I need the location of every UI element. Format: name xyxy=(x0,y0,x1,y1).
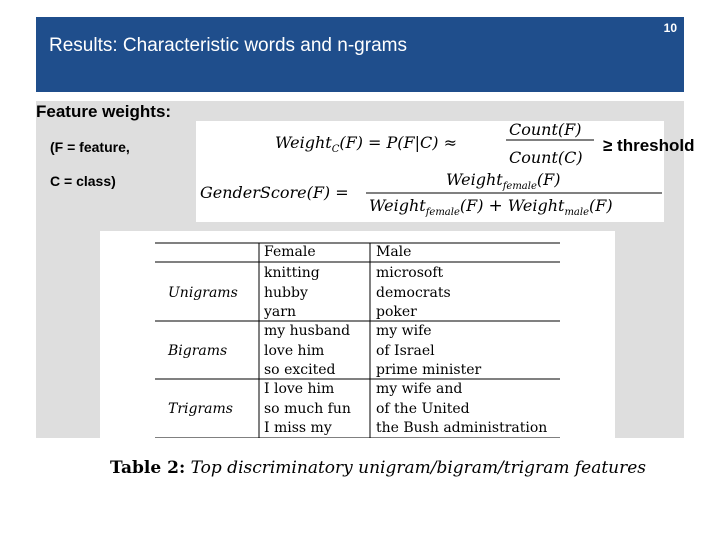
caption-text: Top discriminatory unigram/bigram/trigram features xyxy=(190,458,647,478)
table-cell-female: love him xyxy=(264,343,325,359)
formula-denominator: Weight$_{female}$(F) + Weight$_{male}$(F) xyxy=(369,196,613,218)
table-cell-female: so excited xyxy=(264,362,336,378)
table-cell-female: knitting xyxy=(264,265,320,281)
table-cell-male: microsoft xyxy=(376,265,444,281)
formula-svg xyxy=(196,121,664,222)
formula-count-c: Count(C) xyxy=(509,148,583,167)
formula-weight: Weight$_C$(F) = P(F|C) ≈ xyxy=(275,133,457,155)
table-cell-female: I miss my xyxy=(264,420,332,436)
caption-label: Table 2: xyxy=(110,458,186,478)
table-cell-female: yarn xyxy=(264,304,296,320)
table-cell-male: my wife xyxy=(376,323,432,339)
feature-table xyxy=(100,231,615,438)
column-header-female: Female xyxy=(264,244,316,260)
feature-table-panel xyxy=(100,231,615,438)
table-cell-male: prime minister xyxy=(376,362,482,378)
table-caption xyxy=(110,458,646,478)
formula-box xyxy=(196,121,664,222)
slide-header xyxy=(36,17,684,92)
category-label: Bigrams xyxy=(168,343,228,359)
table-cell-male: of the United xyxy=(376,401,470,417)
feature-note-line2: C = class) xyxy=(50,173,116,189)
formula-count-f: Count(F) xyxy=(509,121,582,139)
table-cell-male: my wife and xyxy=(376,381,463,397)
table-cell-female: so much fun xyxy=(264,401,351,417)
slide-title: Results: Characteristic words and n-grams xyxy=(49,35,407,56)
table-cell-male: the Bush administration xyxy=(376,420,548,436)
column-header-male: Male xyxy=(376,244,412,260)
table-cell-male: democrats xyxy=(376,285,451,301)
table-cell-male: of Israel xyxy=(376,343,435,359)
table-cell-female: I love him xyxy=(264,381,335,397)
table-cell-female: hubby xyxy=(264,285,308,301)
formula-weight-female: Weight$_{female}$(F) xyxy=(446,170,561,192)
threshold-label: ≥ threshold xyxy=(603,136,695,155)
category-label: Unigrams xyxy=(168,285,238,301)
feature-note-line1: (F = feature, xyxy=(50,139,130,155)
table-cell-male: poker xyxy=(376,304,417,320)
category-label: Trigrams xyxy=(168,401,233,417)
formula-gender-lhs: GenderScore(F) = xyxy=(200,183,349,202)
table-cell-female: my husband xyxy=(264,323,351,339)
slide-number: 10 xyxy=(663,21,677,35)
features-heading: Feature weights: xyxy=(36,102,172,121)
